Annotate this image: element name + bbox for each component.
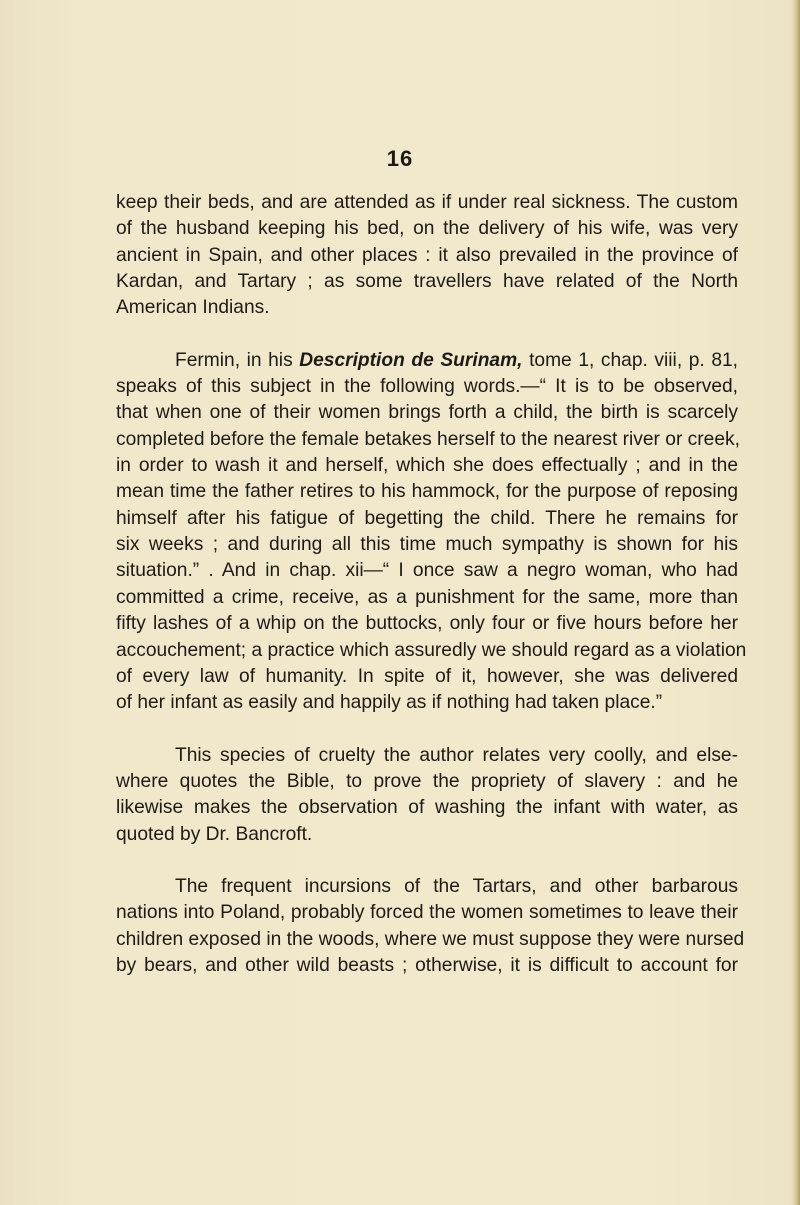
text-line: mean time the father retires to his hammock, for the purpose of reposing: [116, 481, 738, 503]
text-line: where quotes the Bible, to prove the propriety of slavery : and he: [116, 770, 738, 792]
paragraph-1: [116, 190, 738, 322]
text-fragment: tome 1, chap. viii, p. 81,: [522, 349, 738, 371]
text-line: accouchement; a practice which assuredly we should regard as a violation: [116, 639, 747, 661]
text-line: nations into Poland, probably forced the women sometimes to leave their: [116, 902, 738, 924]
page-number: 16: [386, 146, 414, 171]
text-line: that when one of their women brings forth a child, the birth is scarcely: [116, 402, 738, 424]
text-line: of every law of humanity. In spite of it, however, she was delivered: [116, 665, 738, 687]
text-line: situation.” . And in chap. xii—“ I once saw a negro woman, who had: [116, 560, 738, 582]
text-line: quoted by Dr. Bancroft.: [116, 823, 313, 845]
text-line: of her infant as easily and happily as if nothing had taken place.”: [116, 692, 663, 714]
paragraph-4: [116, 874, 745, 979]
text-line: of the husband keeping his bed, on the delivery of his wife, was very: [116, 218, 738, 240]
paragraph-2: [116, 348, 747, 717]
text-line: children exposed in the woods, where we must suppose they were nursed: [116, 928, 745, 950]
text-line: completed before the female betakes herself to the nearest river or creek,: [116, 428, 740, 450]
text-line: This species of cruelty the author relates very coolly, and else-: [175, 744, 738, 766]
text-line: keep their beds, and are attended as if under real sickness. The custom: [116, 192, 738, 213]
text-line: by bears, and other wild beasts ; otherwise, it is difficult to account for: [116, 954, 738, 976]
text-line: six weeks ; and during all this time much sympathy is shown for his: [116, 534, 738, 556]
text-line: speaks of this subject in the following words.—“ It is to be observed,: [116, 376, 738, 398]
body-text: [116, 190, 747, 1005]
paragraph-3: [116, 743, 738, 848]
text-line: likewise makes the observation of washing the infant with water, as: [116, 797, 738, 819]
text-line: Kardan, and Tartary ; as some travellers have related of the North: [116, 271, 738, 293]
page-edge: [791, 0, 800, 1205]
text-line: ancient in Spain, and other places : it also prevailed in the province of: [116, 244, 738, 266]
book-title: Description de Surinam,: [299, 349, 523, 371]
text-line: in order to wash it and herself, which she does effectually ; and in the: [116, 455, 738, 477]
text-line: The frequent incursions of the Tartars, and other barbarous: [175, 875, 738, 897]
text-line: committed a crime, receive, as a punishment for the same, more than: [116, 586, 738, 608]
text-line: fifty lashes of a whip on the buttocks, only four or five hours before her: [116, 613, 738, 635]
text-line: American Indians.: [116, 297, 270, 319]
text-line: [116, 348, 738, 374]
text-line: himself after his fatigue of begetting the child. There he remains for: [116, 507, 738, 529]
text-fragment: Fermin, in his: [175, 349, 300, 371]
